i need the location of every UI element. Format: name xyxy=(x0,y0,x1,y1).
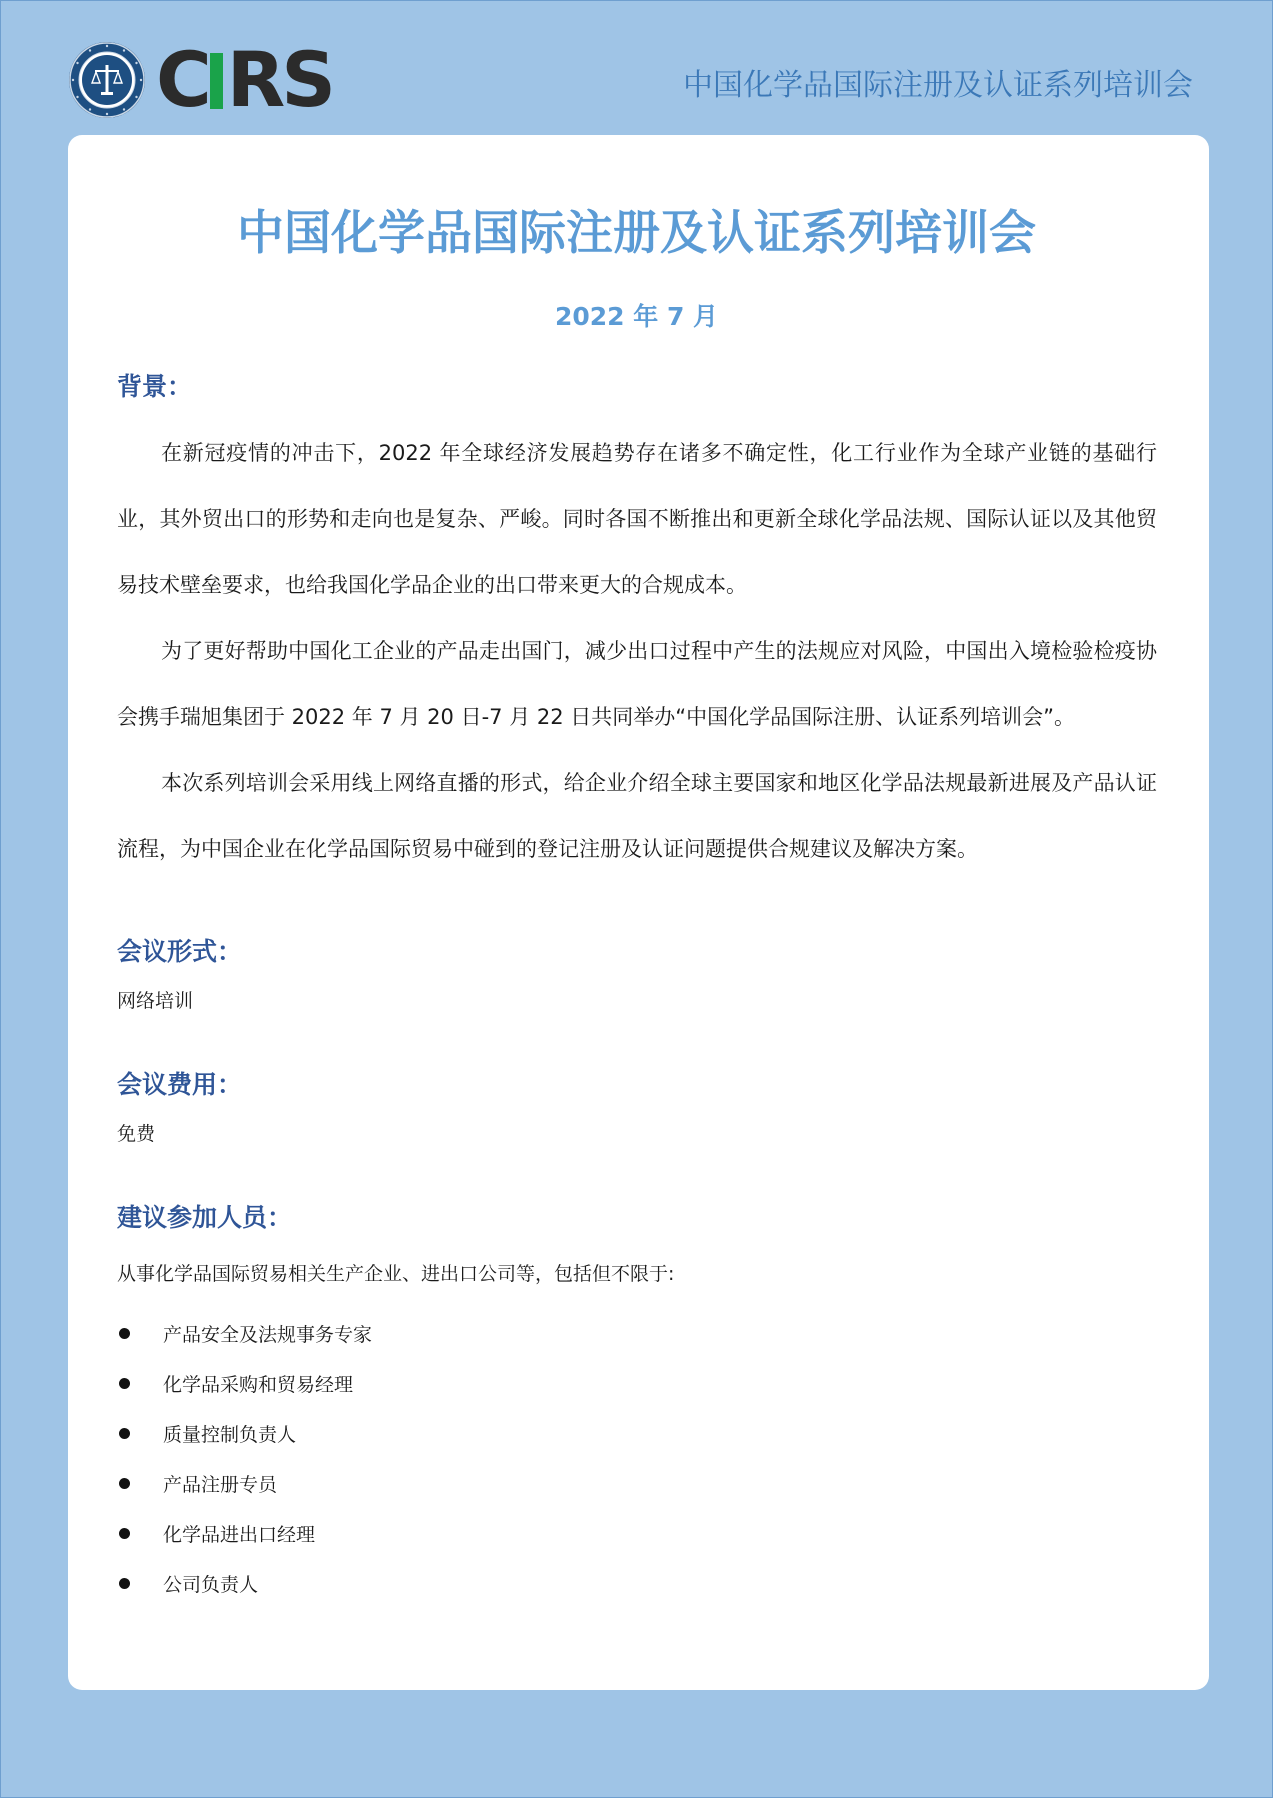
attendees-list xyxy=(117,1308,372,1608)
bullet-icon xyxy=(119,1478,130,1489)
logo-green-bar xyxy=(210,53,223,109)
list-item xyxy=(117,1308,372,1358)
bullet-icon xyxy=(119,1528,130,1539)
list-item-label: 产品安全及法规事务专家 xyxy=(163,1323,373,1346)
list-item xyxy=(117,1358,372,1408)
page-header xyxy=(0,0,1273,135)
header-title: 中国化学品国际注册及认证系列培训会 xyxy=(683,68,1193,103)
logo-letters-rs: RS xyxy=(226,35,333,124)
cirs-wordmark-logo xyxy=(156,35,333,124)
meeting-fee-heading: 会议费用： xyxy=(117,1070,243,1099)
meeting-format-heading: 会议形式： xyxy=(117,937,243,966)
list-item-label: 产品注册专员 xyxy=(163,1473,278,1496)
background-paragraph-1: 在新冠疫情的冲击下，2022 年全球经济发展趋势存在诸多不确定性，化工行业作为全球产业链的基础行业，其外贸出口的形势和走向也是复杂、严峻。同时各国不断推出和更新全球化学品法规、国际认证以及其他贸易技术壁垒要求，也给我国化学品企业的出口带来更大的合规成本。 xyxy=(117,441,1157,597)
bullet-icon xyxy=(119,1328,130,1339)
list-item xyxy=(117,1458,372,1508)
background-heading: 背景： xyxy=(117,372,193,401)
list-item-label: 质量控制负责人 xyxy=(163,1423,297,1446)
meeting-fee-value: 免费 xyxy=(117,1123,156,1145)
list-item-label: 化学品进出口经理 xyxy=(163,1523,316,1546)
list-item xyxy=(117,1558,372,1608)
document-date: 2022 年 7 月 xyxy=(554,302,719,331)
logo-letter-c: C xyxy=(156,35,208,124)
document-title: 中国化学品国际注册及认证系列培训会 xyxy=(237,206,1036,261)
list-item-label: 化学品采购和贸易经理 xyxy=(163,1373,354,1396)
list-item xyxy=(117,1408,372,1458)
list-item-label: 公司负责人 xyxy=(163,1573,259,1596)
bullet-icon xyxy=(119,1378,130,1389)
background-paragraph-3: 本次系列培训会采用线上网络直播的形式，给企业介绍全球主要国家和地区化学品法规最新进展及产品认证流程，为中国企业在化学品国际贸易中碰到的登记注册及认证问题提供合规建议及解决方案。 xyxy=(117,771,1157,861)
cirs-seal-logo-icon xyxy=(68,41,146,119)
list-item xyxy=(117,1508,372,1558)
attendees-heading: 建议参加人员： xyxy=(117,1203,293,1232)
meeting-format-value: 网络培训 xyxy=(117,990,194,1012)
bullet-icon xyxy=(119,1428,130,1439)
bullet-icon xyxy=(119,1578,130,1589)
background-paragraph-2: 为了更好帮助中国化工企业的产品走出国门，减少出口过程中产生的法规应对风险，中国出入境检验检疫协会携手瑞旭集团于 2022 年 7 月 20 日-7 月 22 日共同举办“中国化学品国际注册、认证系列培训会”。 xyxy=(117,639,1157,729)
attendees-intro: 从事化学品国际贸易相关生产企业、进出口公司等，包括但不限于: xyxy=(117,1263,675,1285)
